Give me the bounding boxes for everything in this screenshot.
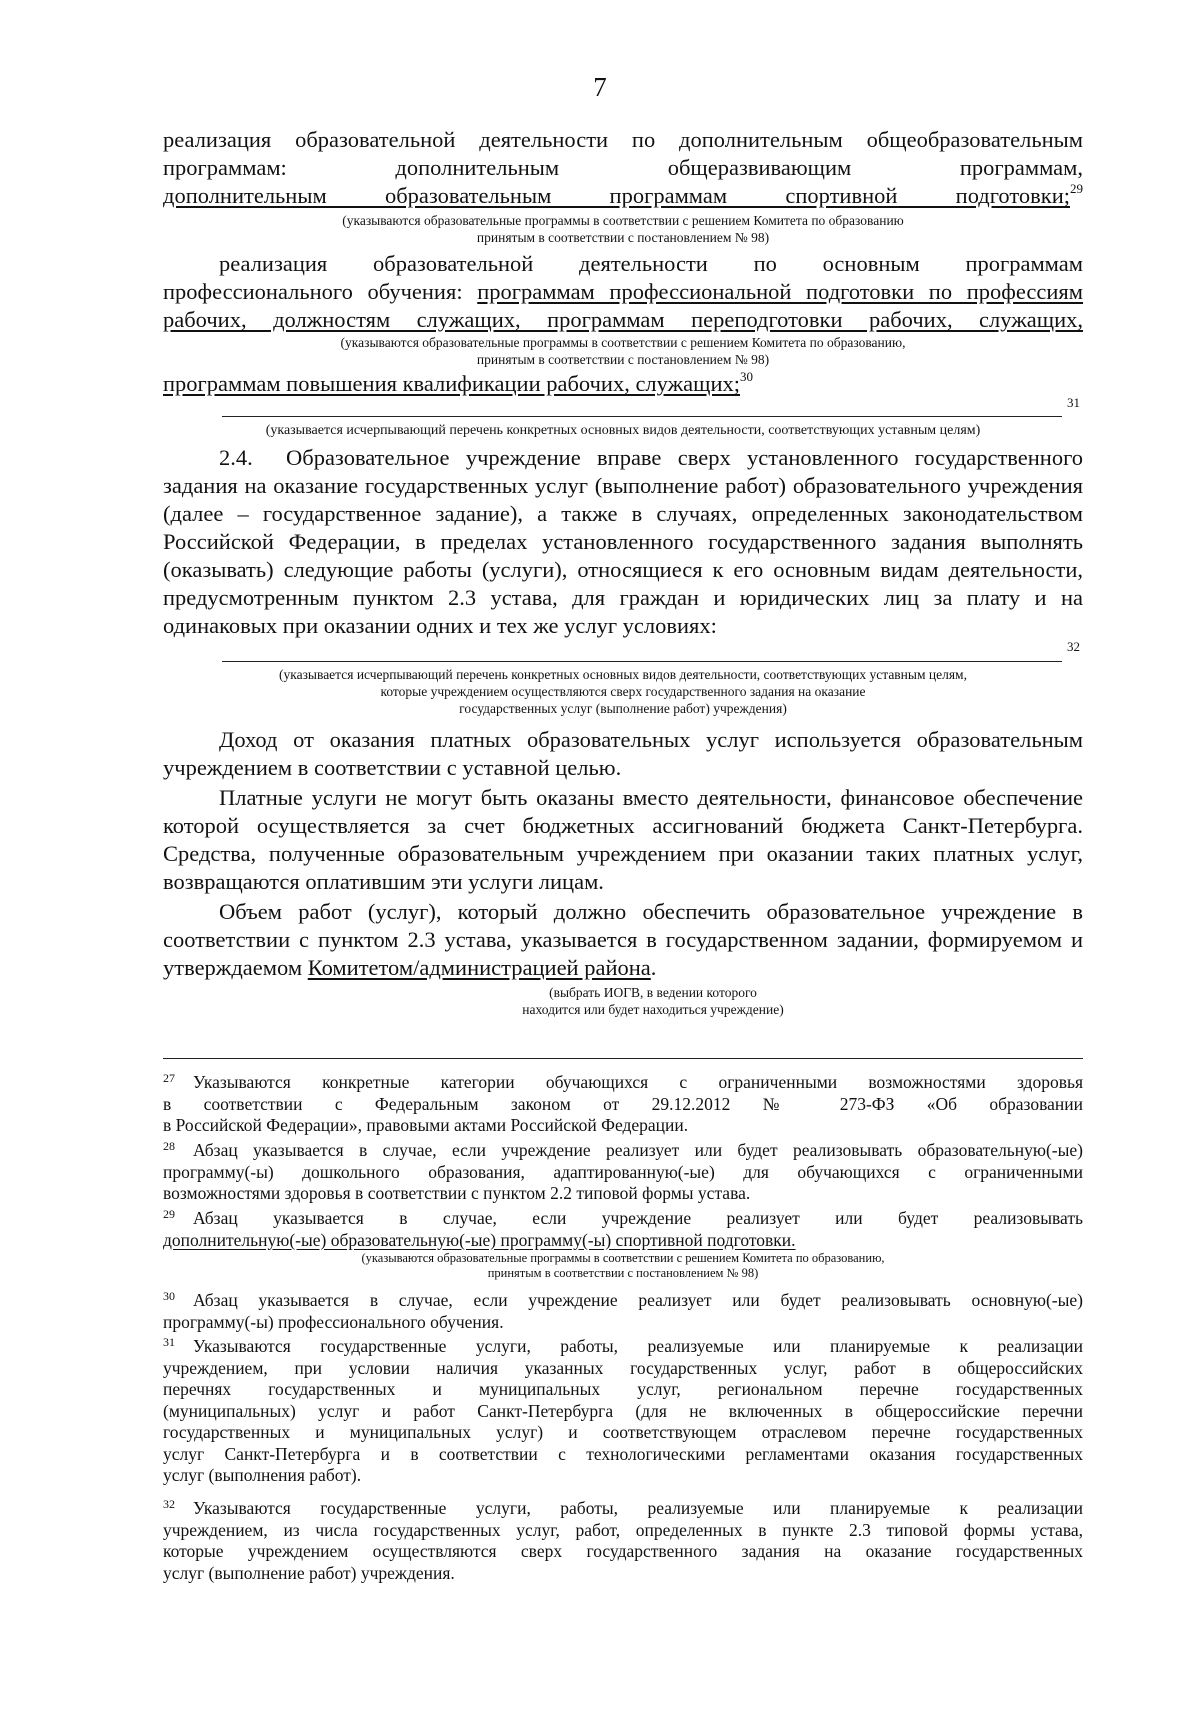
footnote-mark: 30 (163, 1289, 175, 1303)
paragraph-text (163, 898, 1083, 982)
activity-list (163, 126, 1083, 210)
text-line: программам: дополнительным общеразвивающим программам, (163, 155, 1083, 180)
text-line (163, 370, 1083, 398)
footnote-line: учреждением, из числа государственных услуг, работ, определенных в пункте 2.3 типовой формы устава, (163, 1519, 1083, 1540)
footnote-line: Абзац указывается в случае, если учреждение реализует или будет реализовывать основную(-ые) (193, 1290, 1083, 1310)
underlined-text: дополнительным образовательным программам спортивной подготовки; (163, 183, 1070, 208)
note-line: (выбрать ИОГВ, в ведении которого (549, 985, 757, 1000)
underlined-text: дополнительную(-ые) образовательную(-ые) программу(-ы) спортивной подготовки. (163, 1229, 796, 1250)
note-line: (указывается исчерпывающий перечень конкретных основных видов деятельности, соответствующих уставным целям, (279, 667, 967, 682)
footnote-ref: 30 (740, 369, 754, 384)
paragraph-text: Платные услуги не могут быть оказаны вместо деятельности, финансовое обеспечение которой осуществляется за счет бюджетных ассигнований бюджета Санкт-Петербурга. Средства, полученные образовательным учреждением при оказании таких платных услуг, возвращаются оплатившим эти услуги лицам. (163, 785, 1083, 894)
text-line (163, 278, 1083, 306)
field-note (163, 666, 1083, 717)
note-line: принятым в соответствии с постановлением № 98) (476, 352, 770, 367)
footnote-29 (163, 1208, 1083, 1281)
footnote-line: Абзац указывается в случае, если учреждение реализует или будет реализовывать образовательную(-ые) (193, 1140, 1083, 1160)
paragraph (163, 784, 1083, 896)
footnote-line: государственных и муниципальных услуг) и соответствующем отраслевом перечне государственных (163, 1422, 1083, 1442)
underlined-text: программам повышения квалификации рабочих, служащих; (163, 371, 741, 396)
footnote-line: возможностями здоровья в соответствии с пунктом 2.2 типовой формы устава. (163, 1183, 751, 1203)
footnote-ref: 29 (1070, 181, 1083, 196)
note-line: (указываются образовательные программы в соответствии с решением Комитета по образованию (342, 213, 904, 228)
footnote-line: Указываются конкретные категории обучающихся с ограниченными возможностями здоровья (193, 1072, 1083, 1092)
footnote-line: программу(-ы) дошкольного образования, адаптированную(-ые) для обучающихся с ограниченными (163, 1161, 1083, 1182)
text-span: . (650, 955, 657, 980)
footnote-line: услуг Санкт-Петербурга и в соответствии с технологическими регламентами оказания государственных (163, 1443, 1083, 1464)
note-line: принятым в соответствии с постановлением № 98) (476, 230, 770, 245)
underlined-text: Комитетом/администрацией района (307, 955, 651, 980)
footnote-line: перечнях государственных и муниципальных услуг, региональном перечне государственных (163, 1379, 1083, 1399)
footnote-line: Указываются государственные услуги, работы, реализуемые или планируемые к реализации (193, 1498, 1083, 1518)
clause-number: 2.4. (219, 445, 253, 470)
note-line: которые учреждением осуществляются сверх государственного задания на оказание (380, 684, 866, 699)
paragraph-text: Доход от оказания платных образовательных услуг используется образовательным учреждением в соответствии с уставной целью. (163, 727, 1083, 780)
clause-2-4 (163, 444, 1083, 640)
footnote-mark: 29 (163, 1207, 175, 1221)
footnote-line: программу(-ы) профессионального обучения. (163, 1311, 504, 1332)
note-line: находится или будет находиться учреждение) (522, 1002, 784, 1017)
footnote-32 (163, 1498, 1083, 1584)
footnote-mark: 27 (163, 1071, 175, 1085)
paragraph-text: Образовательное учреждение вправе сверх установленного государственного задания на оказание государственных услуг (выполнение работ) образовательного учреждения (далее – государственное задание), а также в случаях, определенных законодательством Российской Федерации, в пределах установленного государственного задания выполнять (оказывать) следующие работы (услуги), относящиеся к его основным видам деятельности, предусмотренным пунктом 2.3 устава, для граждан и юридических лиц за плату и на одинаковых при оказании одних и тех же услуг условиях: (163, 445, 1083, 638)
footnote-line: Абзац указывается в случае, если учреждение реализует или будет реализовывать (193, 1208, 1083, 1228)
footnote-ref: 31 (1067, 395, 1080, 410)
footnote-mark: 28 (163, 1139, 175, 1153)
footnote-line: в Российской Федерации», правовыми актами Российской Федерации. (163, 1115, 689, 1135)
field-note: (указываются образовательные программы в соответствии с решением Комитета по образованию, (361, 1251, 885, 1265)
footnote-line: услуг (выполнения работ). (163, 1465, 362, 1485)
footnote-27 (163, 1072, 1083, 1137)
footnote-mark: 32 (163, 1497, 175, 1511)
footnote-line: учреждением, при условии наличия указанных государственных услуг, работ в общероссийских (163, 1357, 1083, 1378)
footnote-30 (163, 1290, 1083, 1333)
blank-fill-line (222, 416, 1062, 417)
footnote-mark: 31 (163, 1335, 175, 1349)
text-span: профессионального обучения: (163, 279, 478, 304)
field-note (453, 984, 853, 1018)
footnote-31 (163, 1336, 1083, 1487)
page-number: 7 (593, 72, 607, 102)
footnote-separator (163, 1058, 1083, 1059)
field-note (163, 212, 1083, 246)
note-line: (указываются образовательные программы в соответствии с решением Комитета по образованию, (340, 335, 906, 350)
footnote-28 (163, 1140, 1083, 1205)
paragraph (163, 726, 1083, 782)
blank-fill-line (222, 661, 1062, 662)
field-note: (указывается исчерпывающий перечень конкретных основных видов деятельности, соответствующих уставным целям) (265, 423, 981, 438)
footnote-line: Указываются государственные услуги, работы, реализуемые или планируемые к реализации (193, 1336, 1083, 1356)
field-note (163, 334, 1083, 368)
field-note: принятым в соответствии с постановлением № 98) (487, 1266, 759, 1280)
underlined-text: программам профессиональной подготовки по профессиям (477, 279, 1084, 304)
footnote-line: (муниципальных) услуг и работ Санкт-Петербурга (для не включенных в общероссийские перечни (163, 1400, 1083, 1421)
activity-list-2 (163, 250, 1083, 334)
text-line: реализация образовательной деятельности по дополнительным общеобразовательным (163, 127, 1083, 152)
footnote-line: услуг (выполнение работ) учреждения. (163, 1562, 455, 1583)
paragraph (163, 898, 1083, 982)
footnote-line: в соответствии с Федеральным законом от 29.12.2012 № 273-ФЗ «Об образовании (163, 1093, 1083, 1114)
footnote-ref: 32 (1067, 639, 1080, 654)
underlined-text: рабочих, должностям служащих, программам переподготовки рабочих, служащих, (163, 307, 1083, 332)
text-line (163, 182, 1083, 210)
text-span: Объем работ (услуг), который должно обеспечить образовательное учреждение в соответствии с пунктом 2.3 устава, указывается в государственном задании, формируемом и утверждаемом (163, 899, 1083, 980)
footnote-line: которые учреждением осуществляются сверх государственного задания на оказание государственных (163, 1541, 1083, 1561)
paragraph (163, 444, 1083, 640)
text-line: реализация образовательной деятельности по основным программам (219, 251, 1083, 276)
note-line: государственных услуг (выполнение работ) учреждения) (459, 701, 787, 716)
